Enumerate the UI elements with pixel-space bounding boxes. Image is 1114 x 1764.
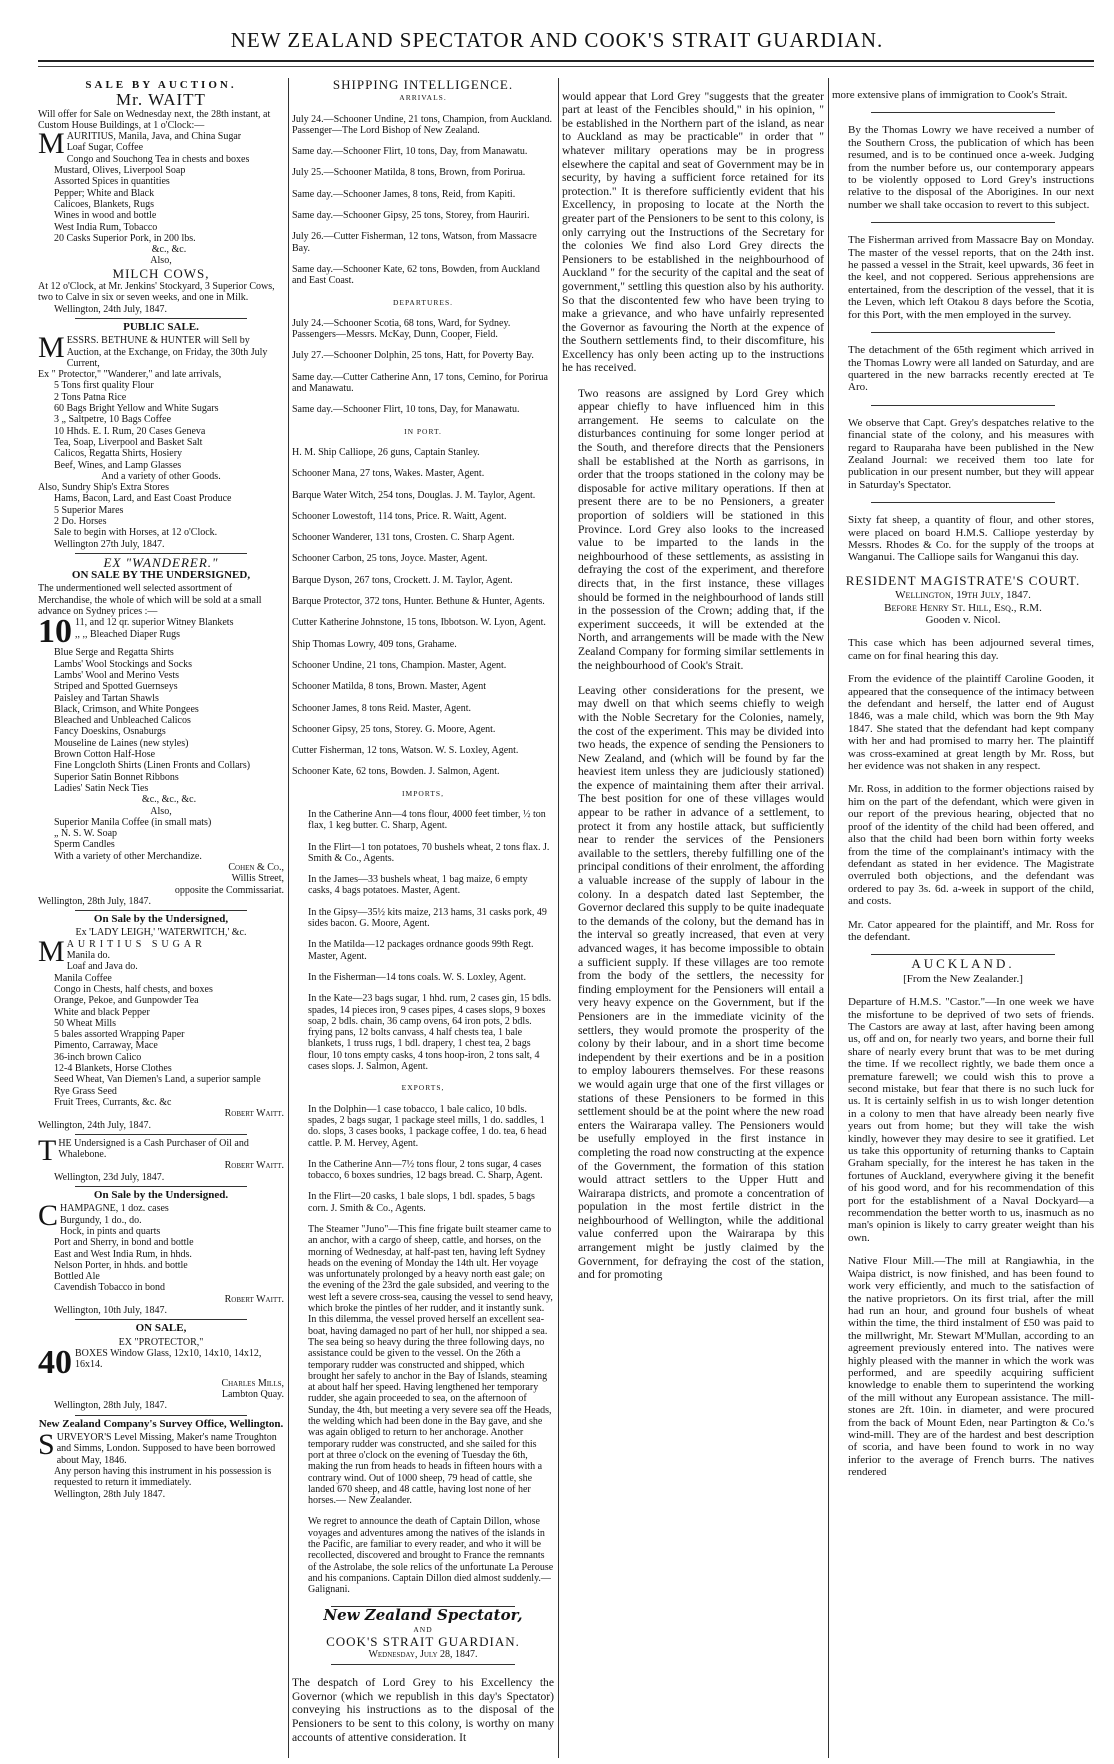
separator bbox=[331, 1664, 514, 1665]
drop-cap: M bbox=[38, 127, 65, 161]
wanderer-intro: The undermentioned well selected assortment of Merchandise, the whole of which will be sold at a small advance on Sydney prices :— bbox=[38, 583, 262, 618]
ad-date: Wellington 27th July, 1847. bbox=[54, 538, 165, 550]
auckland-paragraph: Departure of H.M.S. "Castor."—In one week we have the misfortune to be deprived of two sets of friends. The Castors are away at last, after having been among us, off and on, for nearly two years, and borne their full share of nearly every brunt that was to be met during the time. If we recollect rightly, we bade them once a premature farewell; we could wish this to prove a second mistake, but fear that there is no such luck for us. It is certainly selfish in us to wish longer detention in a colony to men that have already been nearly five years out from home; but they will take the wish kindly, however they may desire to see it gratified. Let us take this opportunity of returning thanks to Captain Graham specially, for the interest he has taken in the fortunes of Auckland, everywhere giving it the benefit of his good word, and for his recommendation of this port for the establishment of a Naval Dockyard—a recommendation the better worth to us, inasmuch as no man's opinion is likely to carry greater weight than his own. bbox=[848, 996, 1094, 1244]
list-item: Seed Wheat, Van Diemen's Land, a superior sample bbox=[54, 1074, 261, 1086]
list-item: 50 Wheat Mills bbox=[54, 1017, 117, 1029]
list-item: &c., &c. bbox=[151, 244, 187, 256]
column-divider bbox=[558, 78, 559, 1758]
list-item: Wines in wood and bottle bbox=[54, 210, 157, 222]
list-item: ,, ,, Bleached Diaper Rugs bbox=[75, 628, 180, 640]
ad-date: Wellington, 10th July, 1847. bbox=[54, 1304, 167, 1316]
item-list bbox=[38, 142, 284, 255]
list-item: Fine Longcloth Shirts (Linen Fronts and Collars) bbox=[54, 760, 251, 772]
drop-cap: C bbox=[38, 1199, 59, 1233]
import-entry: In the Catherine Ann—4 tons flour, 4000 feet timber, ½ ton flax, 1 keg butter. C. Sharp, Agent. bbox=[308, 808, 546, 832]
survey-ad bbox=[38, 1419, 284, 1500]
in-port-entry: Barque Protector, 372 tons, Hunter. Bethune & Hunter, Agents. bbox=[292, 596, 545, 608]
protector-text: BOXES Window Glass, 12x10, 14x10, 14x12, 16x14. bbox=[75, 1347, 262, 1371]
shipping-heading: SHIPPING INTELLIGENCE. bbox=[332, 78, 514, 92]
separator bbox=[871, 502, 1054, 503]
ad-date: Wellington, 28th July, 1847. bbox=[38, 895, 151, 907]
separator bbox=[75, 1319, 247, 1320]
separator bbox=[75, 910, 247, 911]
list-item: Pepper; White and Black bbox=[54, 187, 155, 199]
editorial-paragraph: Leaving other considerations for the present, we may dwell on that which seems chiefly to weigh with the Noble Secretary for the Colonies, namely, the cost of the experiment. This may be divided into two heads, the expence of sending the Pensioners to New Zealand, and (which will be found by far the heaviest item unless they are judiciously stationed) the expence of maintaining them after their arrival. The best position for one of these villages would appear to be rather in advance of a settlement, to protect it from any hostile attack, but sufficiently near to render the services of the Pensioners available to the settlers, thereby fulfilling one of the principal conditions of their enrolment, the affording a valuable increase of the supply of labour in the colony. In a despatch dated last September, the Governor declared this supply to be quite inadequate to the demands of the colony, but the demand has in the interval so greatly increased, that even at very advanced wages, it has become impossible to obtain a sufficient supply. If these villages are too remote from the body of the settlers, the necessity for finding employment for the Pensioners will entail a very heavy expence on the Government, but if the Pensioners are in the immediate vicinity of the settlers, they would promote the prosperity of the colony by their labour, and in a short time become independent by their exertions and be in a position to employ labourers themselves. For these reasons we would again urge that one of the first villages or stations of these Pensioners to be formed in this settlement should be at the point where the new road enters the Wairarapa valley. The Pensioners would be usefully employed in the first instance in completing the road now constructing at the expence of the Government, the formation of this station would attract settlers to the Upper Hutt and Wairarapa districts, and promote a concentration of population in the most fertile district in the neighbourhood of Wellington, while the additional value conferred upon the Wairarapa by this arrangement might be justly claimed by the Government, for defraying the cost of the station, and for promoting bbox=[578, 683, 824, 1282]
list-item: 11, and 12 qr. superior Witney Blankets bbox=[75, 617, 234, 629]
list-item: Hams, Bacon, Lard, and East Coast Produce bbox=[54, 493, 232, 505]
in-port-entry: Cutter Katherine Johnstone, 15 tons, Ibbotson. W. Lyon, Agent. bbox=[292, 617, 546, 629]
list-item: Pimento, Carraway, Mace bbox=[54, 1040, 158, 1052]
protector-ad bbox=[38, 1323, 284, 1411]
list-item: Paisley and Tartan Shawls bbox=[54, 692, 159, 704]
court-case: Gooden v. Nicol. bbox=[925, 614, 1001, 626]
list-item: Superior Manila Coffee (in small mats) bbox=[54, 816, 212, 828]
list-item: White and black Pepper bbox=[54, 1006, 150, 1018]
court-heading: RESIDENT MAGISTRATE'S COURT. bbox=[845, 572, 1081, 588]
imports-heading: IMPORTS, bbox=[402, 788, 444, 798]
list-item: Calicos, Regatta Shirts, Hosiery bbox=[54, 448, 183, 460]
ad-date: Wellington, 24th July, 1847. bbox=[54, 303, 167, 315]
auckland-heading: AUCKLAND. bbox=[911, 956, 1015, 972]
big-number: 10 bbox=[38, 613, 72, 651]
list-item: &c., &c., &c. bbox=[141, 794, 197, 806]
news-paragraph: The detachment of the 65th regiment which arrived in the Thomas Lowry were all landed on Saturday, and are quartered in the new barracks recently erected at Te Aro. bbox=[848, 344, 1094, 394]
oil-ad bbox=[38, 1133, 284, 1183]
survey-text-2: Any person having this instrument in his possession is requested to return it immediately. bbox=[54, 1465, 272, 1489]
list-item: Fancy Doeskins, Osnaburgs bbox=[54, 726, 166, 738]
news-paragraph: Sixty fat sheep, a quantity of flour, and other stores, were placed on board H.M.S. Calliope yesterday by Messrs. Rhodes & Co. for the supply of the troops at Wanganui. The Calliope sails for Wanganui this day. bbox=[848, 514, 1094, 564]
list-item: Orange, Pekoe, and Gunpowder Tea bbox=[54, 995, 199, 1007]
masthead-title: NEW ZEALAND SPECTATOR AND COOK'S STRAIT GUARDIAN. bbox=[230, 28, 884, 52]
signature: Robert Waitt. bbox=[224, 1160, 284, 1172]
ad-date: Wellington, 28th July, 1847. bbox=[54, 1400, 167, 1412]
export-entry: In the Dolphin—1 case tobacco, 1 bale calico, 10 bdls. spades, 2 bags sugar, 1 package steel mills, 1 do. saddles, 1 do. slops, 3 cases books, 1 package coffee, 1 do. tea, 6 head cattle. P. M. Hervey, Agent. bbox=[308, 1103, 547, 1149]
list-item: Congo and Souchong Tea in chests and boxes bbox=[66, 153, 250, 165]
protector-ex: EX "PROTECTOR," bbox=[118, 1336, 204, 1348]
list-item: Mouseline de Laines (new styles) bbox=[54, 737, 189, 749]
list-item: Assorted Spices in quantities bbox=[54, 176, 170, 188]
list-item: Hock, in pints and quarts bbox=[60, 1225, 161, 1237]
list-item: 12-4 Blankets, Horse Clothes bbox=[54, 1063, 172, 1075]
departure-entry: Same day.—Schooner Flirt, 10 tons, Day, for Manawatu. bbox=[292, 404, 520, 416]
list-item: Cavendish Tobacco in bond bbox=[54, 1282, 166, 1294]
auctioneer-name: Mr. WAITT bbox=[116, 90, 206, 110]
list-item: Nelson Porter, in hhds. and bottle bbox=[54, 1259, 188, 1271]
departure-entry: Same day.—Cutter Catherine Ann, 17 tons, Cemino, for Porirua and Manawatu. bbox=[292, 371, 548, 395]
in-port-entry: Schooner Undine, 21 tons, Champion. Master, Agent. bbox=[292, 659, 507, 671]
champagne-heading: On Sale by the Undersigned. bbox=[93, 1189, 229, 1202]
item-list bbox=[38, 1215, 284, 1294]
list-item: Mustard, Olives, Liverpool Soap bbox=[54, 165, 186, 177]
list-item: Superior Satin Bonnet Ribbons bbox=[54, 771, 179, 783]
list-item: Bleached and Unbleached Calicos bbox=[54, 715, 191, 727]
ad-first-line: HAMPAGNE, 1 doz. cases bbox=[60, 1203, 169, 1215]
court-date: Wellington, 19th July, 1847. bbox=[895, 589, 1031, 602]
public-sale-variety: And a variety of other Goods. bbox=[101, 470, 221, 482]
nameplate-subtitle: COOK'S STRAIT GUARDIAN. bbox=[326, 1634, 520, 1650]
item-list bbox=[38, 817, 284, 862]
list-item: 5 Superior Mares bbox=[54, 504, 124, 516]
list-item: Lambs' Wool Stockings and Socks bbox=[54, 658, 193, 670]
list-item: Port and Sherry, in bond and bottle bbox=[54, 1237, 194, 1249]
list-item: 2 Do. Horses bbox=[54, 515, 107, 527]
separator bbox=[871, 112, 1054, 113]
arrival-entry: Same day.—Schooner Kate, 62 tons, Bowden, from Auckland and East Coast. bbox=[292, 263, 540, 287]
signature-address: Willis Street, bbox=[231, 873, 284, 885]
in-port-entry: Ship Thomas Lowry, 409 tons, Grahame. bbox=[292, 638, 457, 650]
public-sale-ex: Ex " Protector," "Wanderer," and late arrivals, bbox=[38, 369, 222, 381]
list-item: Blue Serge and Regatta Shirts bbox=[54, 647, 174, 659]
list-item: 60 Bags Bright Yellow and White Sugars bbox=[54, 403, 219, 415]
nameplate-and: AND bbox=[413, 1624, 433, 1634]
ad-date: Wellington, 28th July 1847. bbox=[54, 1488, 166, 1500]
arrival-entry: Same day.—Schooner Flirt, 10 tons, Day, from Manawatu. bbox=[292, 146, 528, 158]
signature-address: Lambton Quay. bbox=[221, 1389, 284, 1401]
export-entry: In the Catherine Ann—7½ tons flour, 2 tons sugar, 4 cases tobacco, 6 boxes sundries, 12 bags bread. C. Sharp, Agent. bbox=[308, 1158, 543, 1182]
exports-heading: EXPORTS, bbox=[401, 1083, 445, 1093]
juno-report: The Steamer "Juno"—This fine frigate built steamer came to an anchor, with a cargo of sheep, cattle, and horses, on the morning of Wednesday, at half-past ten, having left Sydney heads on the evening of Monday the 14th ult. Her voyage was unfortunately prolonged by a heavy north east gale; on the evening of the 23rd the gale subsided, and veering to the west left a severe cross-sea, causing the vessel to send heavy, which broke the pintles of her rudder, and it instantly sunk. In this dilemma, the vessel proved herself an excellent sea-boat, having damaged no part of her hull, nor shipped a sea. The sea being so heavy during the three following days, no assistance could be given to the vessel. On the 26th a temporary rudder was constructed and shipped, which brought her safely to anchor in the Bay of Islands, steaming at about half her speed. Having lengthened her temporary rudder, she again proceeded to sea, on the afternoon of Sunday, the 4th, but meeting a very severe sea off the Heads, the welding which had been done in the Bay gave, and she was again obliged to return to her anchorage. Another temporary rudder was constructed, and she sailed for this port at three o'clock on the evening of Tuesday the 6th, making the run from heads to heads in fifteen hours with a contrary wind. Out of 1000 sheep, 79 head of cattle, she landed 670 sheep, and 48 cattle, having lost none of her horses.— New Zealander. bbox=[308, 1224, 553, 1507]
list-item: Rye Grass Seed bbox=[54, 1085, 117, 1097]
auction-heading: SALE BY AUCTION. bbox=[85, 79, 237, 91]
in-port-entry: Schooner James, 8 tons Reid. Master, Agent. bbox=[292, 702, 472, 714]
editorial-paragraph: would appear that Lord Grey "suggests that the greater part at least of the Fencibles should," in his opinion, " be established in the Northern part of the island, as near to Auckland as may be practicable" in order that " whatever military operations may be in progress elsewhere the capital and seat of Government may be in security, by having a sufficient force retained for its protection." It is therefore sufficiently evident that his Excellency, in proposing to locate at the North the greater part of the Pensioners to be sent to this colony, is only carrying out the Instructions of the Secretary for the colonies We find also Lord Grey directs the Pensioners to be established in the neighbourhood of Auckland " for the security of the capital and the seat of government," settling this question also by his authority. So that the discontented few who have been trying to make a grievance, and who have unfairly represented the Governor as favouring the North at the expence of the Southern settlements find, to their discomfiture, his Excellency has only been acting up to the instructions he has received. bbox=[562, 89, 824, 375]
signature: Robert Waitt. bbox=[224, 1108, 284, 1120]
list-item: Beef, Wines, and Lamp Glasses bbox=[54, 459, 182, 471]
signature: Robert Waitt. bbox=[224, 1293, 284, 1305]
column-divider bbox=[828, 78, 829, 1758]
champagne-ad bbox=[38, 1190, 284, 1316]
court-before: Before Henry St. Hill, Esq., R.M. bbox=[884, 601, 1042, 614]
departures-heading: DEPARTURES. bbox=[392, 297, 454, 307]
cows-text: At 12 o'Clock, at Mr. Jenkins' Stockyard, 3 Superior Cows, two to Calve in six or seven weeks, and one in Milk. bbox=[38, 281, 275, 304]
separator bbox=[871, 954, 1054, 955]
auction-intro: Will offer for Sale on Wednesday next, the 28th instant, at Custom House Buildings, at 1 o'Clock:— bbox=[38, 108, 271, 131]
list-item: Sperm Candles bbox=[54, 839, 115, 851]
survey-text: URVEYOR'S Level Missing, Maker's name Troughton and Simms, London. Supposed to have been borrowed about May, 1846. bbox=[56, 1432, 277, 1466]
news-paragraph: more extensive plans of immigration to Cook's Strait. bbox=[832, 89, 1068, 101]
signature: Cohen & Co., bbox=[228, 862, 284, 873]
ad-also: Also, bbox=[150, 255, 172, 267]
in-port-heading: IN PORT. bbox=[404, 426, 442, 436]
list-item: 36-inch brown Calico bbox=[54, 1051, 142, 1063]
in-port-entry: Barque Water Witch, 254 tons, Douglas. J. M. Taylor, Agent. bbox=[292, 489, 536, 501]
auckland-source: [From the New Zealander.] bbox=[903, 972, 1023, 985]
news-paragraph: By the Thomas Lowry we have received a number of the Southern Cross, the publication of which has been resumed, and is to be continued once a-week. Judging from the number before us, our contemporary appears to be violently opposed to Lord Grey's instructions relative to the disposal of the Aborigines. In our next number we shall take occasion to revert to this subject. bbox=[848, 124, 1094, 211]
departure-entry: July 27.—Schooner Dolphin, 25 tons, Hatt, for Poverty Bay. bbox=[292, 350, 534, 362]
list-item: Brown Cotton Half-Hose bbox=[54, 749, 156, 761]
list-item: 5 bales assorted Wrapping Paper bbox=[54, 1029, 185, 1041]
ad-date: Wellington, 23d July, 1847. bbox=[54, 1171, 165, 1183]
lady-leigh-ad bbox=[38, 914, 284, 1131]
court-paragraph: Mr. Cator appeared for the plaintiff, and Mr. Ross for the defendant. bbox=[848, 918, 1094, 943]
list-item: East and West India Rum, in hhds. bbox=[54, 1248, 192, 1260]
public-sale-intro: ESSRS. BETHUNE & HUNTER will Sell by Auction, at the Exchange, on Friday, the 30th July Current, bbox=[66, 335, 268, 369]
list-item: Congo in Chests, half chests, and boxes bbox=[54, 983, 213, 995]
big-number: 40 bbox=[38, 1343, 72, 1381]
survey-heading: New Zealand Company's Survey Office, Wellington. bbox=[38, 1417, 284, 1430]
list-item: „ N. S. W. Soap bbox=[54, 828, 118, 840]
drop-cap: T bbox=[38, 1133, 57, 1167]
ad-first-line: AURITIUS SUGAR bbox=[66, 938, 206, 950]
ad-date: Wellington, 24th July, 1847. bbox=[38, 1119, 151, 1131]
masthead-rule bbox=[38, 60, 1094, 62]
separator bbox=[871, 222, 1054, 223]
list-item: West India Rum, Tobacco bbox=[54, 221, 158, 233]
public-sale-note: Sale to begin with Horses, at 12 o'Clock. bbox=[54, 527, 218, 539]
list-item: 5 Tons first quality Flour bbox=[54, 380, 154, 392]
column-news bbox=[832, 78, 1094, 1758]
signature-address: opposite the Commissariat. bbox=[174, 884, 284, 896]
lady-leigh-ex: Ex 'LADY LEIGH,' 'WATERWITCH,' &c. bbox=[75, 927, 247, 939]
wanderer-ad bbox=[38, 554, 284, 907]
protector-heading: ON SALE, bbox=[135, 1322, 187, 1335]
in-port-entry: Schooner Mana, 27 tons, Wakes. Master, Agent. bbox=[292, 468, 485, 480]
court-paragraph: From the evidence of the plaintiff Caroline Gooden, it appeared that the consequence of the intimacy between the defendant and herself, the latter end of August 1846, was a male child, which was born the 9th May 1847. She stated that the defendant had kept company with her and had promised to marry her. The plaintiff was cross-examined at great length by Mr. Ross, but her evidence was not shaken in any respect. bbox=[848, 673, 1094, 773]
separator bbox=[75, 1186, 247, 1187]
list-item: Fruit Trees, Currants, &c. &c bbox=[54, 1096, 172, 1108]
ad-first-line: AURITIUS, Manila, Java, and China Sugar bbox=[66, 131, 242, 143]
list-item: Loaf Sugar, Coffee bbox=[66, 142, 144, 154]
masthead-rule-thin bbox=[38, 66, 1094, 67]
editorial-lead: The despatch of Lord Grey to his Excellency the Governor (which we republish in this day's Spectator) conveying his instructions as to the disposal of the Pensioners to be sent to this colony, is worthy on many accounts of attentive consideration. It bbox=[292, 1676, 554, 1744]
column-editorial bbox=[562, 78, 824, 1758]
arrival-entry: Same day.—Schooner James, 8 tons, Reid, from Kapiti. bbox=[292, 188, 516, 200]
drop-cap: S bbox=[38, 1428, 55, 1462]
item-list bbox=[38, 647, 284, 805]
editorial-paragraph: Two reasons are assigned by Lord Grey which appear chiefly to have influenced him in this arrangement. He seems to calculate on the disturbances continuing for some longer period at the South, and therefore directs that the Pensioners shall be established at the North as garrisons, in order that the troops stationed in the colony may be disposable for active military operations. If then at present there are to be no Pensioners, a greater proportion of soldiers will be stationed in this Province. Lord Grey also looks to the increased value to be imparted to the lands in the neighbourhood of these settlements, as assisting in defraying the cost of the experiment, and therefore directs that, in the first instance, these villages should be formed in the neighbourhood of lands still in the possession of the Crown; adding that, if the experiment succeeds, it will be extended at the North, and arrangements will be made with the New Zealand Company for forming similar settlements in the neighbourhood of Cook's Strait. bbox=[578, 386, 824, 672]
oil-text: HE Undersigned is a Cash Purchaser of Oil and Whalebone. bbox=[58, 1137, 249, 1161]
separator bbox=[75, 318, 247, 319]
import-entry: In the Fisherman—14 tons coals. W. S. Loxley, Agent. bbox=[308, 971, 526, 983]
import-entry: In the Flirt—1 ton potatoes, 70 bushels wheat, 2 tons flax. J. Smith & Co., Agents. bbox=[308, 841, 550, 864]
list-item: 20 Casks Superior Pork, in 200 lbs. bbox=[54, 232, 196, 244]
auction-ad bbox=[38, 127, 284, 315]
auckland-paragraph: Native Flour Mill.—The mill at Rangiawhia, in the Waipa district, is now finished, and has been found to work very efficiently, and much to the satisfaction of the native proprietors. On its first trial, after the mill had run an hour, and ground four bushels of wheat within the time, the third instalment of £50 was paid to the millwright, Mr. Stewart M'Mullan, according to an agreement previously entered into. The natives were highly pleased with the manner in which the work was performed, and are speedily acquiring sufficient knowledge to enable them to superintend the working of the mill without any European assistance. The mill-stones are 2ft. 10in. in diameter, and were procured from the back of Mount Eden, near Partington & Co.'s wind-mill. They are of the hardest and best description of scoria, and have been found to work in no way inferior to the average of French burrs. The natives rendered bbox=[848, 1255, 1094, 1479]
in-port-entry: Barque Dyson, 267 tons, Crockett. J. M. Taylor, Agent. bbox=[292, 574, 513, 586]
item-list bbox=[38, 950, 284, 1108]
drop-cap: M bbox=[38, 934, 65, 968]
list-item: 2 Tons Patna Rice bbox=[54, 391, 127, 403]
paper-nameplate: New Zealand Spectator, bbox=[323, 1605, 523, 1624]
item-list bbox=[38, 493, 284, 527]
import-entry: In the Gipsy—35½ kits maize, 213 hams, 31 casks pork, 49 sides bacon. G. Moore, Agent. bbox=[308, 906, 547, 930]
separator bbox=[75, 1134, 247, 1135]
public-sale-ad bbox=[38, 322, 284, 550]
separator bbox=[871, 332, 1054, 333]
list-item: Ladies' Satin Neck Ties bbox=[54, 782, 149, 794]
list-item: Manila Coffee bbox=[54, 972, 112, 984]
separator bbox=[75, 1415, 247, 1416]
in-port-entry: Cutter Fisherman, 12 tons, Watson. W. S. Loxley, Agent. bbox=[292, 745, 519, 757]
list-item: With a variety of other Merchandize. bbox=[54, 850, 202, 862]
list-item: Black, Crimson, and White Pongees bbox=[54, 703, 199, 715]
wanderer-subheading: ON SALE BY THE UNDERSIGNED, bbox=[71, 569, 251, 582]
arrival-entry: July 24.—Schooner Undine, 21 tons, Champion, from Auckland. Passenger—The Lord Bishop of New Zealand. bbox=[292, 113, 552, 136]
public-sale-heading: PUBLIC SALE. bbox=[123, 320, 199, 333]
list-item: Bottled Ale bbox=[54, 1271, 100, 1283]
list-item: Calicoes, Blankets, Rugs bbox=[54, 198, 154, 210]
list-item: Burgundy, 1 do., do. bbox=[60, 1214, 142, 1226]
court-paragraph: This case which has been adjourned several times, came on for final hearing this day. bbox=[848, 637, 1094, 662]
import-entry: In the Kate—23 bags sugar, 1 hhd. rum, 2 cases gin, 15 bdls. spades, 14 pieces iron, 9 cases pipes, 4 cases slops, 9 boxes soap, 2 bdls. chain, 36 camp ovens, 64 iron pots, 2 bdls. frying pans, 12 bolts canvass, 4 half chests tea, 1 bale blankets, 1 truss rugs, 1 bdl. drapery, 1 chest tea, 2 bags flour, 10 tons empty casks, 4 tons hoop-iron, 2 tons salt, 4 cases slops. J. Salmon, Agent. bbox=[308, 993, 552, 1073]
in-port-entry: Schooner Lowestoft, 114 tons, Price. R. Waitt, Agent. bbox=[292, 510, 507, 522]
departure-entry: July 24.—Schooner Scotia, 68 tons, Ward, for Sydney. Passengers—Messrs. McKay, Dunn, Cooper, Field. bbox=[292, 317, 511, 341]
separator bbox=[871, 405, 1054, 406]
wanderer-also: Also, bbox=[150, 805, 172, 817]
list-item: Loaf and Java do. bbox=[66, 961, 138, 973]
column-divider bbox=[288, 78, 289, 1758]
export-entry: In the Flirt—20 casks, 1 bale slops, 1 bdl. spades, 5 bags corn. J. Smith & Co., Agents. bbox=[308, 1191, 535, 1214]
drop-cap: M bbox=[38, 331, 65, 365]
arrival-entry: July 25.—Schooner Matilda, 8 tons, Brown, from Porirua. bbox=[292, 167, 526, 179]
dillon-notice: We regret to announce the death of Captain Dillon, whose voyages and adventures among the natives of the islands in the Pacific, are familiar to every reader, and who it will be recollected, discovered and brought to France the remnants of the Astrolabe, the sole relics of the unfortunate La Perouse and his companions. Captain Dillon died almost suddenly.—Galignani. bbox=[308, 1516, 554, 1596]
news-paragraph: We observe that Capt. Grey's despatches relative to the financial state of the colony, and his measures with regard to Rauparaha have been published in the New Zealand Journal: we received them too late for publication in our present number, but they will appear in Saturday's Spectator. bbox=[848, 416, 1094, 491]
in-port-entry: Schooner Matilda, 8 tons, Brown. Master, Agent bbox=[292, 681, 487, 693]
lady-leigh-heading: On Sale by the Undersigned, bbox=[93, 913, 229, 926]
list-item: Lambs' Wool and Merino Vests bbox=[54, 669, 180, 681]
column-shipping bbox=[292, 78, 554, 1758]
column-advertisements bbox=[38, 78, 284, 1758]
list-item: 3 „ Saltpetre, 10 Bags Coffee bbox=[54, 414, 172, 426]
list-item: Manila do. bbox=[66, 950, 111, 962]
import-entry: In the Matilda—12 packages ordnance goods 99th Regt. Master, Agent. bbox=[308, 939, 534, 962]
public-sale-also: Also, Sundry Ship's Extra Stores bbox=[38, 482, 169, 494]
list-item: Striped and Spotted Guernseys bbox=[54, 681, 178, 693]
list-item: Tea, Soap, Liverpool and Basket Salt bbox=[54, 436, 203, 448]
list-item: 10 Hhds. E. I. Rum, 20 Cases Geneva bbox=[54, 425, 206, 437]
arrival-entry: Same day.—Schooner Gipsy, 25 tons, Storey, from Hauriri. bbox=[292, 210, 530, 222]
news-paragraph: The Fisherman arrived from Massacre Bay on Monday. The master of the vessel reports, that on the 24th inst. he passed a vessel in the Strait, keel upwards, 36 feet in the keel, and not coppered. Serious apprehensions are entertained, from the description of the vessel, that it is the Leven, which left Otakou 8 days before the Scotia, for this Port, with the men employed in the survey. bbox=[848, 234, 1094, 321]
arrivals-heading: ARRIVALS. bbox=[399, 93, 447, 103]
separator bbox=[75, 553, 247, 554]
in-port-entry: Schooner Carbon, 25 tons, Joyce. Master, Agent. bbox=[292, 553, 488, 565]
in-port-entry: Schooner Kate, 62 tons, Bowden. J. Salmon, Agent. bbox=[292, 766, 500, 778]
arrival-entry: July 26.—Cutter Fisherman, 12 tons, Watson, from Massacre Bay. bbox=[292, 231, 537, 254]
signature: Charles Mills, bbox=[221, 1377, 284, 1389]
in-port-entry: H. M. Ship Calliope, 26 guns, Captain Stanley. bbox=[292, 446, 480, 458]
import-entry: In the James—33 bushels wheat, 1 bag maize, 6 empty casks, 4 bags potatoes. Master, Agent. bbox=[308, 874, 528, 897]
in-port-entry: Schooner Wanderer, 131 tons, Crosten. C. Sharp Agent. bbox=[292, 532, 515, 544]
court-paragraph: Mr. Ross, in addition to the former objections raised by him on the part of the defendant, which were given in our report of the previous hearing, objected that no proof of the identity of the child had been offered, and also that the child had been born within forty weeks from the time of the complainant's intimacy with the defendant as stated in her evidence. The Magistrate overruled both objections, and the defendant was ordered to pay 3s. 6d. a-week in support of the child, and costs. bbox=[848, 783, 1094, 908]
wanderer-heading: EX "WANDERER." bbox=[103, 554, 219, 570]
in-port-entry: Schooner Gipsy, 25 tons, Storey. G. Moore, Agent. bbox=[292, 723, 496, 735]
cows-heading: MILCH COWS, bbox=[112, 265, 210, 281]
issue-date: Wednesday, July 28, 1847. bbox=[368, 1649, 478, 1661]
item-list bbox=[38, 380, 284, 470]
